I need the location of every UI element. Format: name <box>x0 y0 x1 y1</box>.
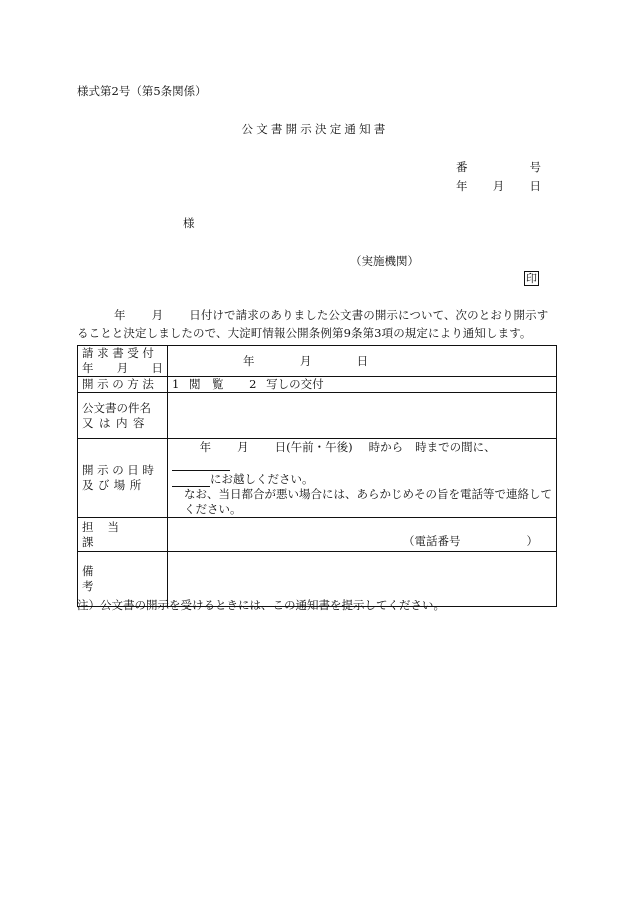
datetime-line3 <box>172 487 552 517</box>
document-date-line <box>456 181 541 193</box>
datetime-place-value <box>168 439 557 518</box>
datetime-month: 月 <box>237 440 249 454</box>
receipt-value-month: 月 <box>299 353 312 368</box>
subject-label <box>78 393 168 439</box>
datetime-day: 日 <box>274 440 287 454</box>
table-row-department <box>78 518 557 552</box>
department-label-text: 担当課 <box>82 519 133 549</box>
datetime-from: 時から <box>368 440 404 454</box>
document-number-line <box>456 162 541 174</box>
table-row-receipt-date <box>78 346 557 377</box>
disclosure-table <box>77 345 557 607</box>
addressee-suffix: 様 <box>183 216 195 230</box>
datetime-label-line1: 開示の日時 <box>82 463 158 477</box>
department-label <box>78 518 168 552</box>
method-label-text: 開示の方法 <box>82 377 158 391</box>
datetime-place-label <box>78 439 168 518</box>
method-option2: 写しの交付 <box>266 377 324 391</box>
table-row-method <box>78 377 557 393</box>
datetime-line2 <box>172 471 552 487</box>
receipt-label-month: 月 <box>116 361 129 375</box>
subject-label-line2: 又は内容 <box>82 415 150 430</box>
department-value <box>168 518 557 552</box>
datetime-line3-text: なお、当日都合が悪い場合には、あらかじめその旨を電話等で連絡してください。 <box>184 487 552 516</box>
datetime-label-line2: 及び場所 <box>82 478 146 492</box>
document-title: 公文書開示決定通知書 <box>241 122 389 136</box>
intro-text: 日付けで請求のありました公文書の開示について、次のとおり開示することと決定しましたので、大淀町情報公開条例第9条第3項の規定により通知します。 <box>77 308 549 340</box>
date-month: 月 <box>492 179 505 193</box>
receipt-label-line2 <box>82 361 163 376</box>
receipt-label-text: 請求書受付 <box>82 346 158 360</box>
phone-label: （電話番号 <box>403 534 461 548</box>
phone-close: ） <box>526 534 538 548</box>
number-label-right: 号 <box>529 160 541 174</box>
footnote: 注）公文書の開示を受けるときには、この通知書を提示してください。 <box>77 598 445 612</box>
intro-year: 年 <box>114 308 126 322</box>
subject-value <box>168 393 557 439</box>
datetime-line1 <box>172 440 552 471</box>
department-label-spread <box>82 520 163 550</box>
table-row-subject <box>78 393 557 439</box>
seal-mark: 印 <box>526 272 537 285</box>
table-row-datetime-place <box>78 439 557 518</box>
date-year: 年 <box>456 179 468 193</box>
receipt-label-line1 <box>82 346 163 361</box>
receipt-date-value <box>168 346 557 377</box>
date-day: 日 <box>529 179 541 193</box>
datetime-line2-text: にお越しください。 <box>210 472 314 486</box>
method-options <box>168 377 557 393</box>
method-label <box>78 377 168 393</box>
seal-icon <box>524 271 539 286</box>
phone-line <box>172 534 552 549</box>
method-option1: 閲 覧 <box>188 377 224 391</box>
method-option2-number: 2 <box>249 377 257 391</box>
form-number: 様式第2号（第5条関係） <box>77 84 207 98</box>
place-underline-2 <box>172 471 210 487</box>
place-underline-1 <box>172 455 230 471</box>
datetime-ampm: (午前・午後) <box>286 440 353 454</box>
receipt-date-label <box>78 346 168 377</box>
datetime-until: 時までの間に、 <box>415 440 496 454</box>
intro-paragraph <box>77 306 557 342</box>
agency-label: （実施機関） <box>350 254 419 268</box>
datetime-year: 年 <box>199 440 212 454</box>
receipt-label-day: 日 <box>151 361 163 375</box>
subject-label-line1: 公文書の件名 <box>82 400 151 415</box>
remarks-label-text: 備考 <box>82 564 144 593</box>
method-option1-number: 1 <box>172 377 180 391</box>
receipt-value-year: 年 <box>243 353 255 368</box>
receipt-value-day: 日 <box>356 353 369 368</box>
number-label-left: 番 <box>456 160 468 174</box>
receipt-label-year: 年 <box>82 361 94 375</box>
intro-month: 月 <box>151 308 164 322</box>
